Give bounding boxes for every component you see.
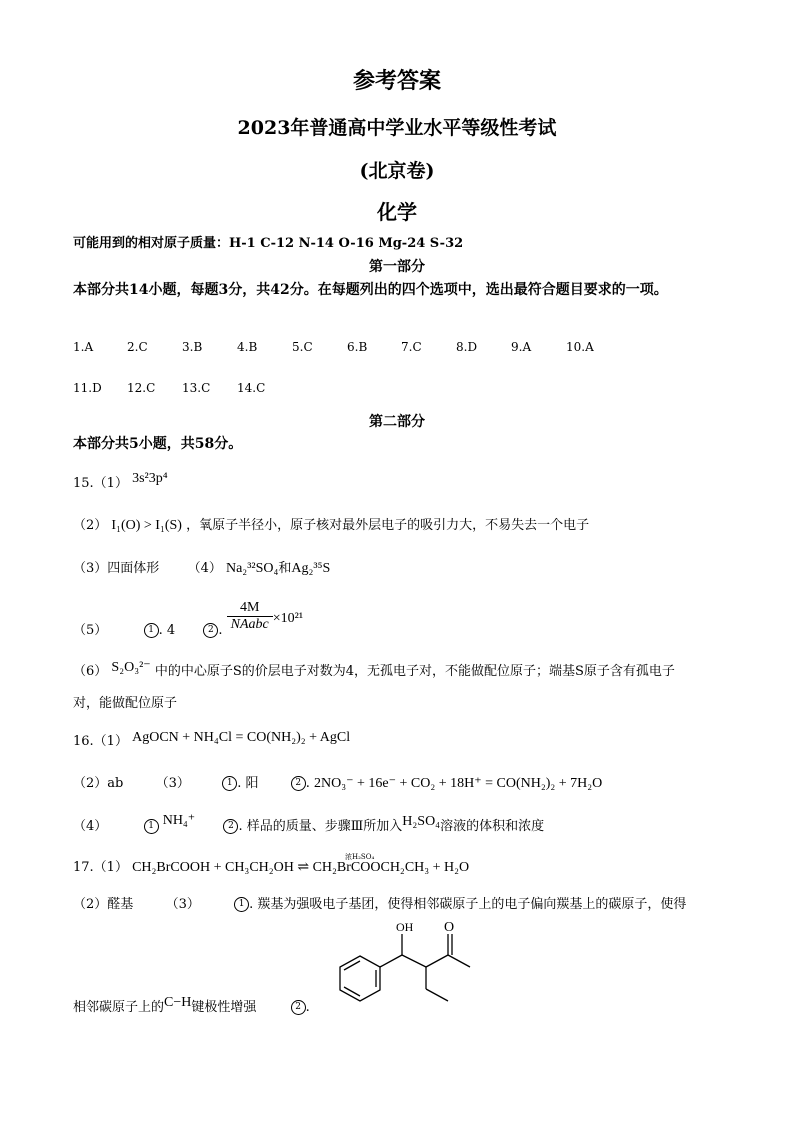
answer-item: 13.C (182, 381, 211, 395)
formula-thiosulfate: S₂O₃²⁻ (111, 660, 151, 675)
answer-item: 11.D (73, 381, 102, 395)
ring-double-bond (344, 987, 360, 996)
part2-heading: 第二部分 (369, 414, 425, 430)
part1-heading: 第一部分 (369, 259, 425, 275)
density-fraction: $\frac{4M}{\text{NAabc}}$ (227, 600, 273, 633)
q17-line2: （2）醛基 （3） 1 . 羰基为强吸电子基团，使得相邻碳原子上的电子偏向羰基上的碳原子，使得 (73, 897, 687, 912)
circled-one: 1 (222, 776, 237, 791)
bond (426, 955, 448, 967)
part2-desc: 本部分共5小题，共58分。 (73, 436, 243, 452)
bond (448, 955, 470, 967)
answer-item: 14.C (237, 381, 266, 395)
q17-line3: 相邻碳原子上的C−H键极性增强 2 . (73, 995, 310, 1015)
hydroxyl-label: OH (396, 920, 414, 934)
part1-desc: 本部分共14小题，每题3分，共42分。在每题列出的四个选项中，选出最符合题目要求的一项。 (73, 282, 668, 298)
exam-title: 2023年普通高中学业水平等级性考试 (237, 117, 557, 139)
answer-item: 5.C (292, 340, 313, 354)
answer-item: 10.A (566, 340, 594, 354)
formula-h2so4: H₂SO₄ (402, 814, 441, 829)
q16-line1: 16.（1） AgOCN + NH₄Cl = CO(NH₂)₂ + AgCl (73, 730, 351, 749)
formula-na2so4: Na₂³²SO₄ (225, 561, 279, 576)
carbonyl-oxygen-label: O (444, 920, 455, 935)
answer-item: 8.D (456, 340, 478, 354)
q16-line3: （4） 1 NH₄⁺ 2 . 样品的质量、步骤Ⅲ所加入H₂SO₄溶液的体积和浓度 (73, 813, 545, 834)
page-title: 参考答案 (352, 68, 441, 94)
answer-item: 6.B (347, 340, 368, 354)
answer-item: 9.A (511, 340, 532, 354)
reaction-equation: AgOCN + NH₄Cl = CO(NH₂)₂ + AgCl (132, 730, 351, 745)
answer-item: 2.C (127, 340, 148, 354)
answer-item: 12.C (127, 381, 156, 395)
answer-item: 7.C (401, 340, 422, 354)
ionization-formula: I₁(O) > I₁(S) (111, 518, 182, 533)
circled-one: 1 (144, 819, 159, 834)
formula-ch-bond: C−H (164, 995, 192, 1010)
bond (380, 955, 402, 967)
answer-item: 1.A (73, 340, 94, 354)
formula-ag2s: Ag₂³⁵S (291, 561, 331, 576)
circled-one: 1 (234, 897, 249, 912)
formula-ammonium: NH₄⁺ (162, 813, 196, 828)
circled-one: 1 (144, 623, 159, 638)
q15-line5: （6） S₂O₃²⁻ 中的中心原子S的价层电子对数为4，无孤电子对，不能做配位原子；端基S原子含有孤电子 (73, 660, 675, 679)
q15-line2: （2） I₁(O) > I₁(S) ，氧原子半径小，原子核对最外层电子的吸引力大，不易失去一个电子 (73, 518, 590, 533)
atomic-mass-line: 可能用到的相对原子质量：H-1 C-12 N-14 O-16 Mg-24 S-32 (73, 236, 464, 251)
reaction-condition: 浓H₂SO₄ (345, 853, 375, 861)
structure-diagram (330, 914, 480, 1014)
electron-config: 3s²3p⁴ (132, 471, 168, 486)
q15-line4: （5） 1 . 4 2 . $\frac{4M}{\text{NAabc}}$ ×10²¹ (73, 600, 304, 638)
q15-line1: 15.（1） 3s²3p⁴ (73, 471, 168, 491)
answer-item: 3.B (182, 340, 203, 354)
ring-double-bond (344, 961, 360, 970)
electrode-equation: 2NO₃⁻ + 16e⁻ + CO₂ + 18H⁺ = CO(NH₂)₂ + 7H₂O (314, 776, 603, 791)
circled-two: 2 (203, 623, 218, 638)
benzene-ring (340, 956, 380, 1001)
circled-two: 2 (223, 819, 238, 834)
bond (426, 989, 448, 1001)
subject-title: 化学 (377, 200, 417, 224)
q17-line1: 17.（1） CH₂BrCOOH + CH₃CH₂OH ⇌ CH₂BrCOOCH₂CH₃ + H₂O (73, 860, 470, 875)
q15-line3: （3）四面体形 （4） Na₂³²SO₄和Ag₂³⁵S (73, 561, 331, 576)
q15-line6: 对，能做配位原子 (73, 696, 178, 711)
paper-title: (北京卷) (359, 160, 435, 182)
bond (402, 955, 426, 967)
circled-two: 2 (291, 776, 306, 791)
answer-item: 4.B (237, 340, 258, 354)
esterification-equation: CH₂BrCOOH + CH₃CH₂OH ⇌ CH₂BrCOOCH₂CH₃ + H₂O (132, 860, 470, 875)
q16-line2: （2）ab （3） 1 . 阳 2 . 2NO₃⁻ + 16e⁻ + CO₂ + 18H⁺ = CO(NH₂)₂ + 7H₂O (73, 776, 603, 791)
circled-two: 2 (291, 1000, 306, 1015)
